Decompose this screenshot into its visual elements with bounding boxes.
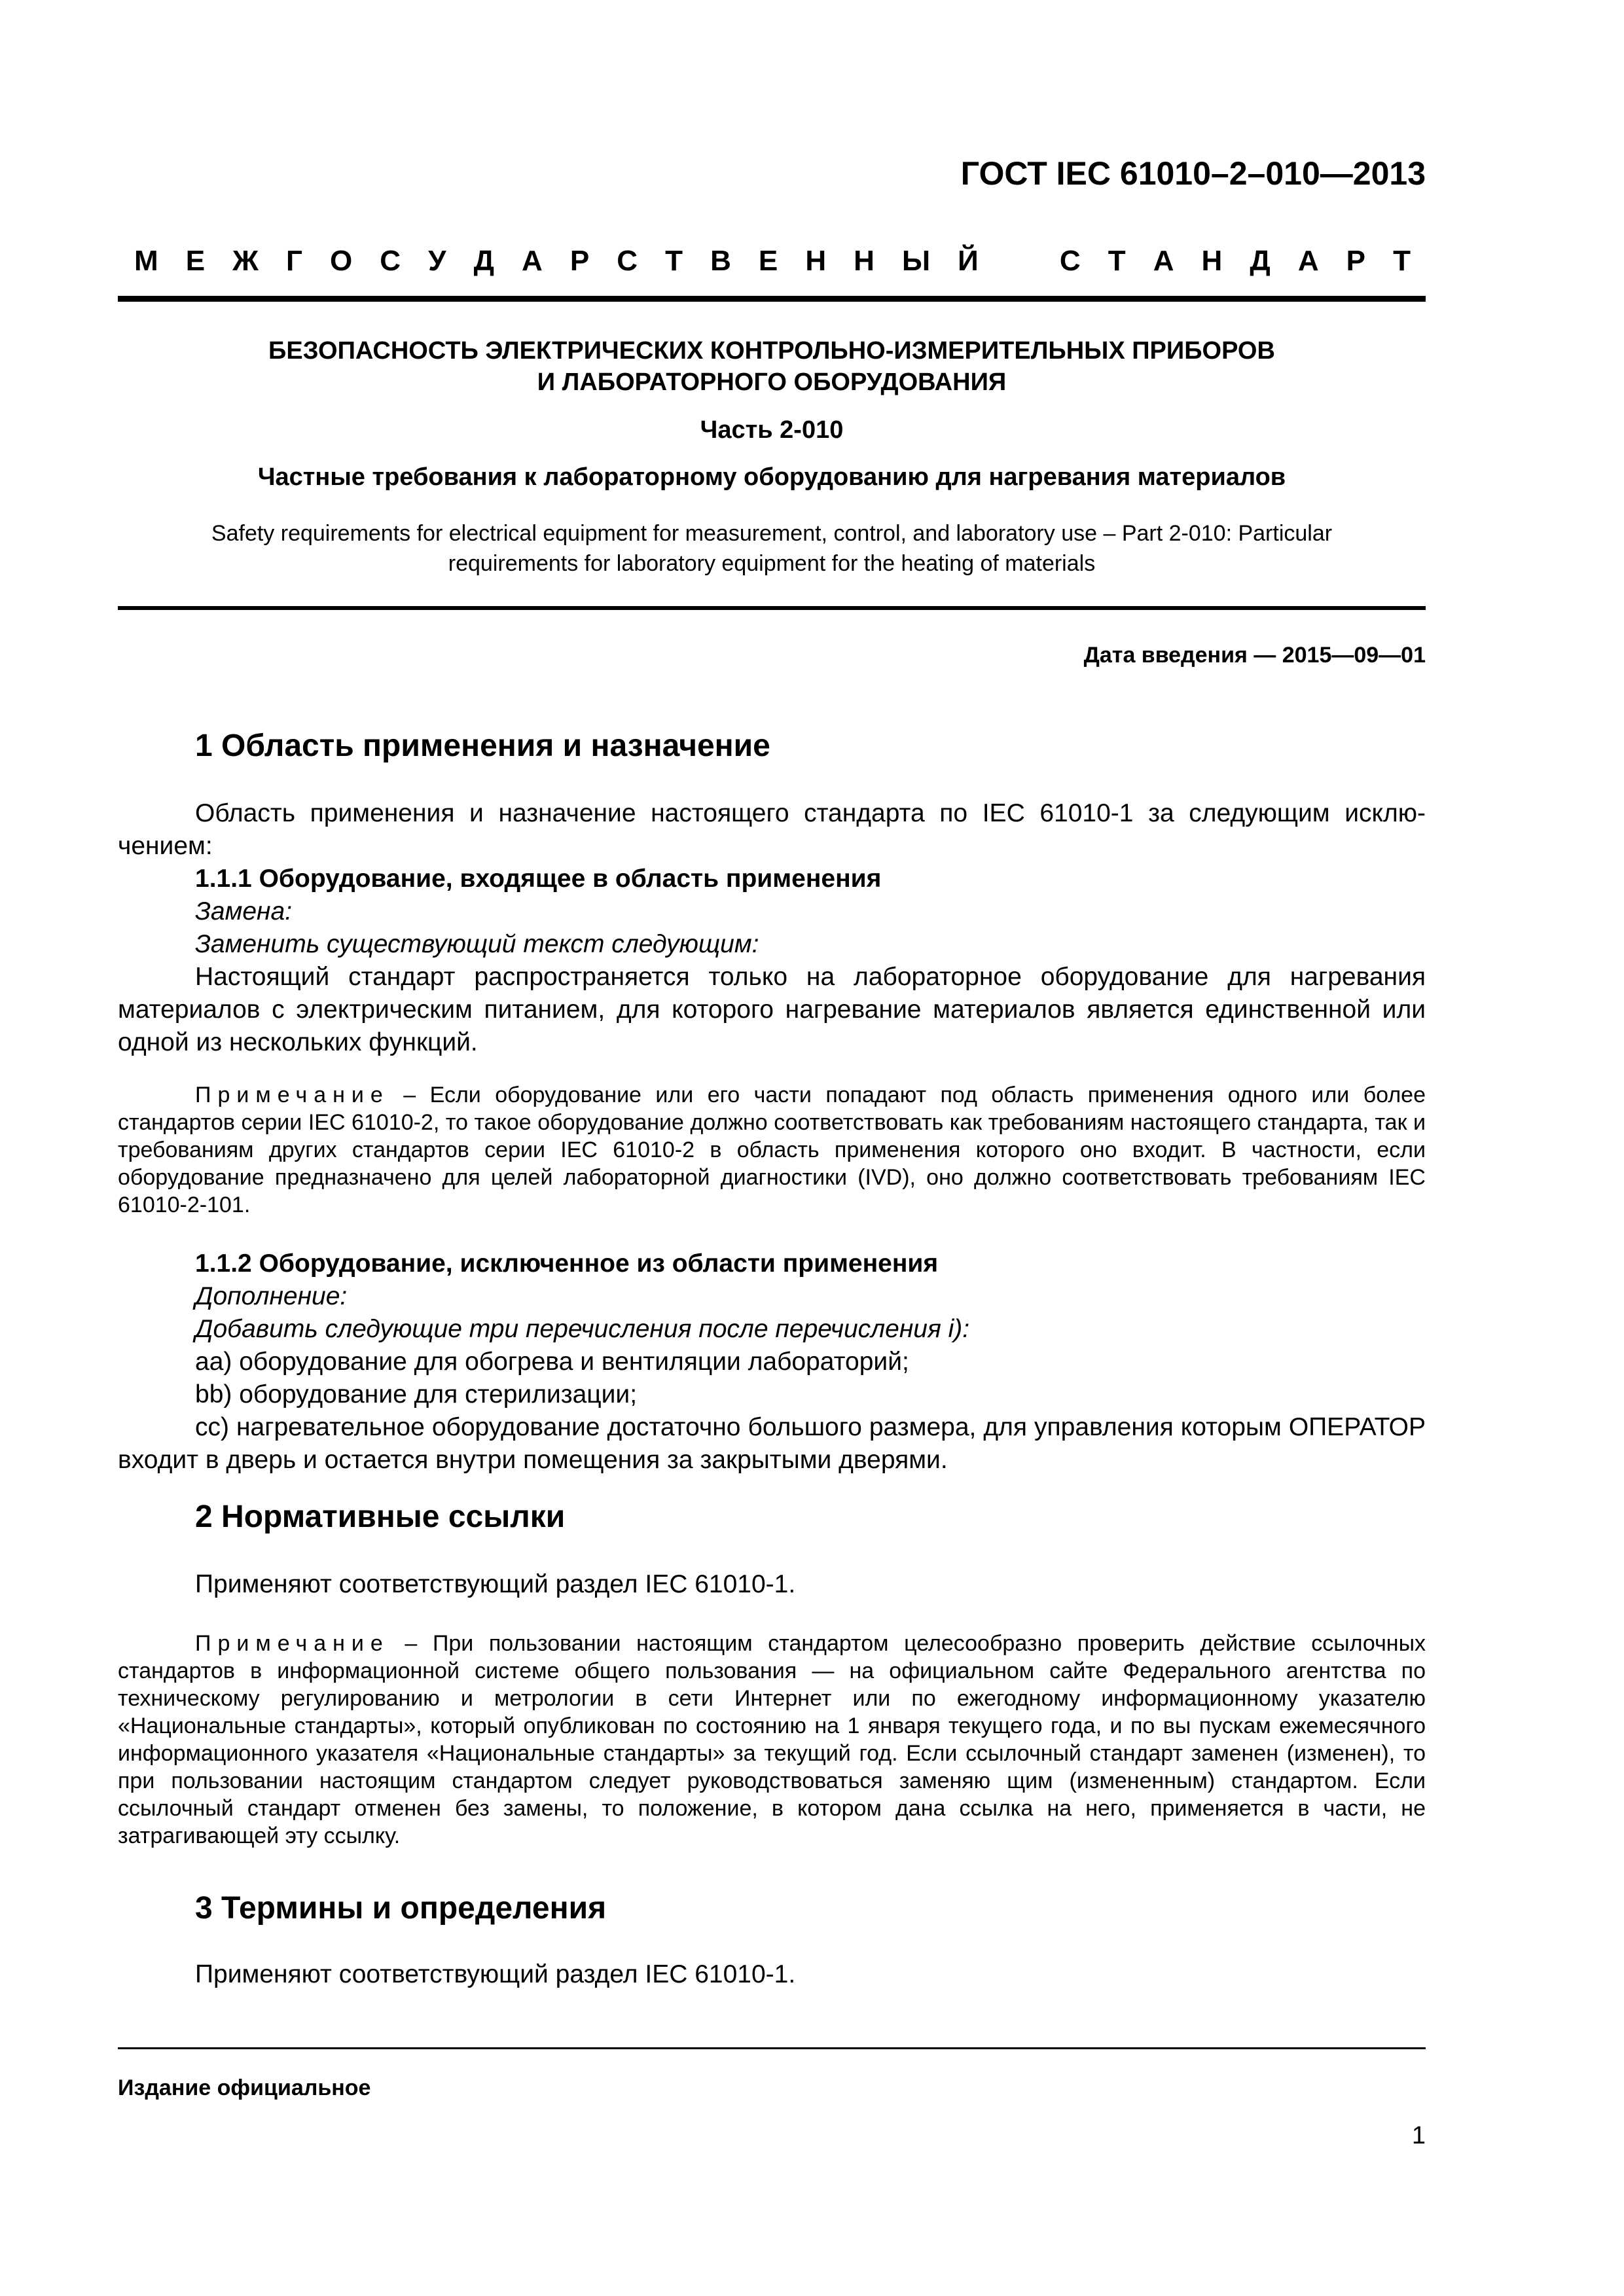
banner-letter: Е [758,245,778,277]
banner-letter [1006,245,1032,278]
section-2-text: Применяют соответствующий раздел IEC 61010-1. [195,1570,796,1598]
document-title [118,335,1426,398]
document-subtitle: Частные требования к лабораторному оборудованию для нагревания материалов [257,463,1286,491]
section-3-text: Применяют соответствующий раздел IEC 61010-1. [195,1960,796,1988]
title-line-2: И ЛАБОРАТОРНОГО ОБОРУДОВАНИЯ [537,368,1007,396]
list-item-bb: bb) оборудование для стерилизации; [195,1380,638,1408]
banner-letter: Р [1346,245,1366,277]
title-rule [118,606,1426,610]
title-line-1: БЕЗОПАСНОСТЬ ЭЛЕКТРИЧЕСКИХ КОНТРОЛЬНО-ИЗМЕРИТЕЛЬНЫХ ПРИБОРОВ [268,337,1275,365]
replacement-label: Замена: [195,897,293,925]
note-text: – Если оборудование или его части попадают под область применения одного или более стандартов серии IEC 61010-2, то такое оборудование должно соответствовать как требованиям настоящего стандарта, так и требованиям других стандартов серии IEC 61010-2 в область применения которого оно входит. В частности, если оборудование предназначено для целей лабораторной диагностики (IVD), оно должно соответствовать требованиям IEC 61010-2-101. [118,1083,1426,1217]
footer-rule [118,2047,1426,2049]
english-title-line-1: Safety requirements for electrical equipment for measurement, control, and laboratory use – Part 2-010: Particular [211,521,1333,546]
banner-letter: Н [854,245,875,277]
note-label: Примечание [195,1631,389,1656]
subsection-1-1-2-heading: 1.1.2 Оборудование, исключенное из области применения [195,1249,939,1278]
banner-letter: Ж [232,245,259,277]
banner-letter: В [710,245,731,277]
banner-letter: Н [1201,245,1223,277]
section-2-note [118,1630,1426,1850]
list-item-cc: cc) нагревательное оборудование достаточно большого размера, для управления которым ОПЕРАТОР входит в дверь и остается внутри помещения за закрытыми дверями. [118,1413,1426,1474]
banner-letter: Д [473,245,494,277]
part-number: Часть 2-010 [700,416,844,444]
banner-letter: С [1059,245,1081,277]
addition-label: Дополнение: [195,1282,348,1310]
banner-letter: А [1297,245,1319,277]
addition-instruction: Добавить следующие три перечисления после перечисления i): [195,1315,970,1343]
banner-letter: Н [805,245,827,277]
note-text: – При пользовании настоящим стандартом целесообразно проверить действие ссылочных стандартов в информационной системе общего пользования — на официальном сайте Федерального агентства по техническому регулированию и метрологии в сети Интернет или по ежегодному информационному указателю «Национальные стандарты», который опубликован по состоянию на 1 января текущего года, и по вы пускам ежемесячного информационного указателя «Национальные стандарты» за текущий год. Если ссылочный стандарт заменен (изменен), то при пользовании настоящим стандартом следует руководствоваться заменяю щим (измененным) стандартом. Если ссылочный стандарт отменен без замены, то положение, в котором дана ссылка на него, применяется в части, не затрагивающей эту ссылку. [118,1631,1426,1848]
section-2-heading: 2 Нормативные ссылки [195,1499,566,1534]
note-label: Примечание [195,1083,389,1107]
subsection-1-1-2 [118,1247,1426,1477]
banner-letter: Д [1250,245,1271,277]
banner-letter: У [428,245,446,277]
banner-letter: Й [958,245,979,277]
banner-letter: Т [1393,245,1411,277]
english-title [118,518,1426,579]
section-1-intro: Область применения и назначение настоящего стандарта по IEC 61010-1 за следующим исключением: [118,799,1426,860]
section-3-body [118,1958,1426,1991]
official-edition-label: Издание официальное [118,2075,371,2100]
banner-letter: С [380,245,401,277]
section-1-note [118,1081,1426,1219]
interstate-standard-banner [134,245,1411,278]
list-item-aa: aa) оборудование для обогрева и вентиляции лабораторий; [195,1348,909,1376]
banner-letter: Г [285,245,302,277]
banner-letter: М [134,245,158,277]
english-title-line-2: requirements for laboratory equipment for the heating of materials [448,551,1096,576]
banner-letter: Т [665,245,683,277]
page-number: 1 [1411,2122,1426,2149]
banner-letter: С [617,245,638,277]
section-3-heading: 3 Термины и определения [195,1891,607,1926]
banner-letter: О [330,245,353,277]
section-1-body [118,797,1426,1059]
subsection-1-1-1-heading: 1.1.1 Оборудование, входящее в область применения [195,865,882,893]
scope-text: Настоящий стандарт распространяется только на лабораторное оборудование для нагревания материалов с электрическим питанием, для которого нагревание материалов является единственной или одной из нескольких функций. [118,963,1426,1056]
banner-letter: Т [1108,245,1126,277]
introduction-date: Дата введения — 2015—09—01 [1083,643,1426,668]
banner-letter: А [522,245,543,277]
section-2-body [118,1568,1426,1601]
header-rule [118,296,1426,302]
standard-code: ГОСТ IEC 61010–2–010—2013 [960,155,1426,192]
banner-letter: Ы [902,245,931,277]
banner-letter: Р [569,245,590,277]
section-1-heading: 1 Область применения и назначение [195,728,770,763]
banner-letter: А [1153,245,1174,277]
banner-letter: Е [185,245,206,277]
replacement-instruction: Заменить существующий текст следующим: [195,930,759,958]
